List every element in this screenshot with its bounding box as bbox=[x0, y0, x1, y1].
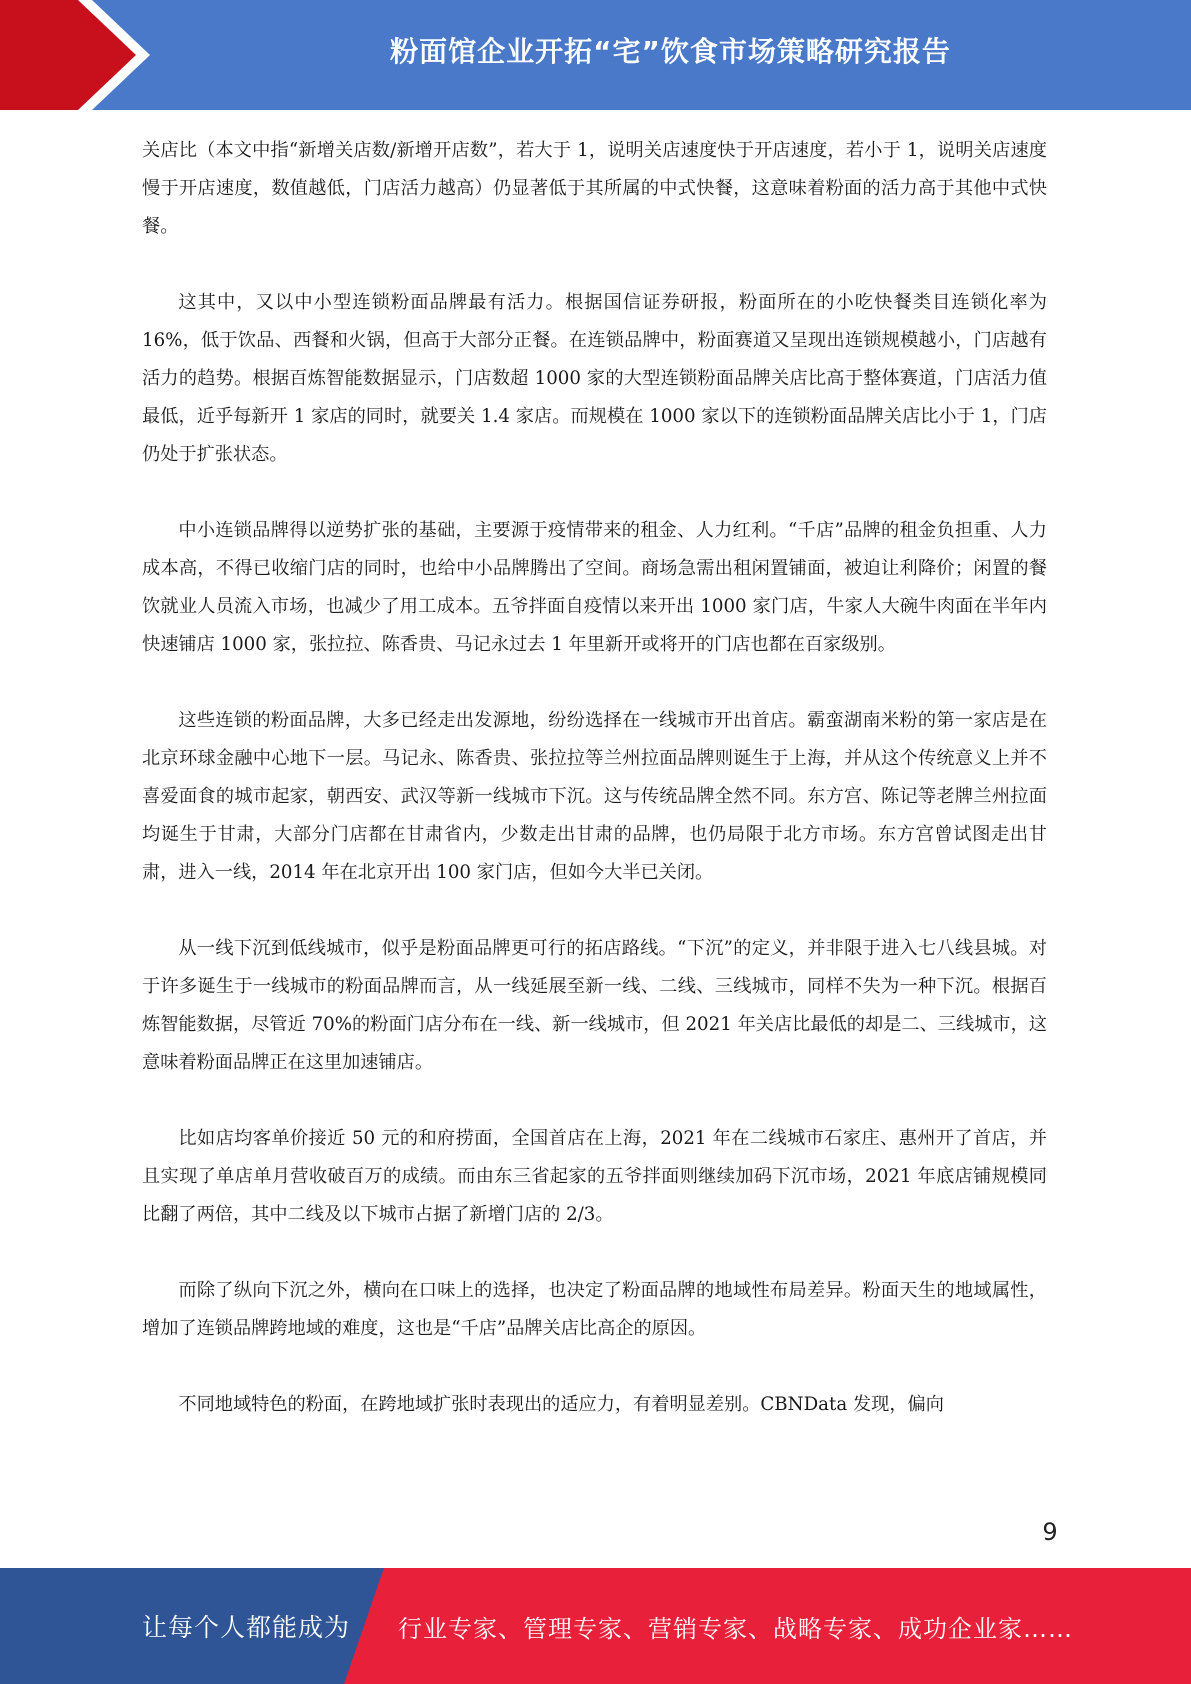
header-arrow-decoration bbox=[0, 0, 160, 110]
document-title: 粉面馆企业开拓“宅”饮食市场策略研究报告 bbox=[390, 35, 951, 68]
footer-slogan-left: 让每个人都能成为 bbox=[142, 1613, 351, 1642]
page-header bbox=[0, 0, 1191, 110]
page-number: 9 bbox=[1042, 1518, 1058, 1546]
paragraph: 这些连锁的粉面品牌，大多已经走出发源地，纷纷选择在一线城市开出首店。霸蛮湖南米粉的第一家店是在北京环球金融中心地下一层。马记永、陈香贵、张拉拉等兰州拉面品牌则诞生于上海，并从这个传统意义上并不喜爱面食的城市起家，朝西安、武汉等新一线城市下沉。这与传统品牌全然不同。东方宫、陈记等老牌兰州拉面均诞生于甘肃，大部分门店都在甘肃省内，少数走出甘肃的品牌，也仍局限于北方市场。东方宫曾试图走出甘肃，进入一线，2014 年在北京开出 100 家门店，但如今大半已关闭。 bbox=[142, 710, 1047, 883]
paragraph: 而除了纵向下沉之外，横向在口味上的选择，也决定了粉面品牌的地域性布局差异。粉面天生的地域属性，增加了连锁品牌跨地域的难度，这也是“千店”品牌关店比高企的原因。 bbox=[142, 1280, 1047, 1339]
paragraph: 这其中，又以中小型连锁粉面品牌最有活力。根据国信证券研报，粉面所在的小吃快餐类目连锁化率为 16%，低于饮品、西餐和火锅，但高于大部分正餐。在连锁品牌中，粉面赛道又呈现出连锁规模越小，门店越有活力的趋势。根据百炼智能数据显示，门店数超 1000 家的大型连锁粉面品牌关店比高于整体赛道，门店活力值最低，近乎每新开 1 家店的同时，就要关 1.4 家店。而规模在 1000 家以下的连锁粉面品牌关店比小于 1，门店仍处于扩张状态。 bbox=[142, 292, 1047, 465]
paragraph: 关店比（本文中指“新增关店数/新增开店数”，若大于 1，说明关店速度快于开店速度，若小于 1，说明关店速度慢于开店速度，数值越低，门店活力越高）仍显著低于其所属的中式快餐，这意味着粉面的活力高于其他中式快餐。 bbox=[142, 140, 1047, 237]
page-footer bbox=[0, 1568, 1191, 1684]
paragraph: 比如店均客单价接近 50 元的和府捞面，全国首店在上海，2021 年在二线城市石家庄、惠州开了首店，并且实现了单店单月营收破百万的成绩。而由东三省起家的五爷拌面则继续加码下沉市场，2021 年底店铺规模同比翻了两倍，其中二线及以下城市占据了新增门店的 2/3。 bbox=[142, 1128, 1047, 1225]
article-body bbox=[142, 132, 1047, 1424]
footer-slogan-right: 行业专家、管理专家、营销专家、战略专家、成功企业家…… bbox=[398, 1614, 1073, 1643]
paragraph: 不同地域特色的粉面，在跨地域扩张时表现出的适应力，有着明显差别。CBNData 发现，偏向 bbox=[178, 1394, 944, 1415]
paragraph: 从一线下沉到低线城市，似乎是粉面品牌更可行的拓店路线。“下沉”的定义，并非限于进入七八线县城。对于许多诞生于一线城市的粉面品牌而言，从一线延展至新一线、二线、三线城市，同样不失为一种下沉。根据百炼智能数据，尽管近 70%的粉面门店分布在一线、新一线城市，但 2021 年关店比最低的却是二、三线城市，这意味着粉面品牌正在这里加速铺店。 bbox=[142, 938, 1047, 1073]
paragraph: 中小连锁品牌得以逆势扩张的基础，主要源于疫情带来的租金、人力红利。“千店”品牌的租金负担重、人力成本高，不得已收缩门店的同时，也给中小品牌腾出了空间。商场急需出租闲置铺面，被迫让利降价；闲置的餐饮就业人员流入市场，也减少了用工成本。五爷拌面自疫情以来开出 1000 家门店，牛家人大碗牛肉面在半年内快速铺店 1000 家，张拉拉、陈香贵、马记永过去 1 年里新开或将开的门店也都在百家级别。 bbox=[142, 520, 1047, 655]
